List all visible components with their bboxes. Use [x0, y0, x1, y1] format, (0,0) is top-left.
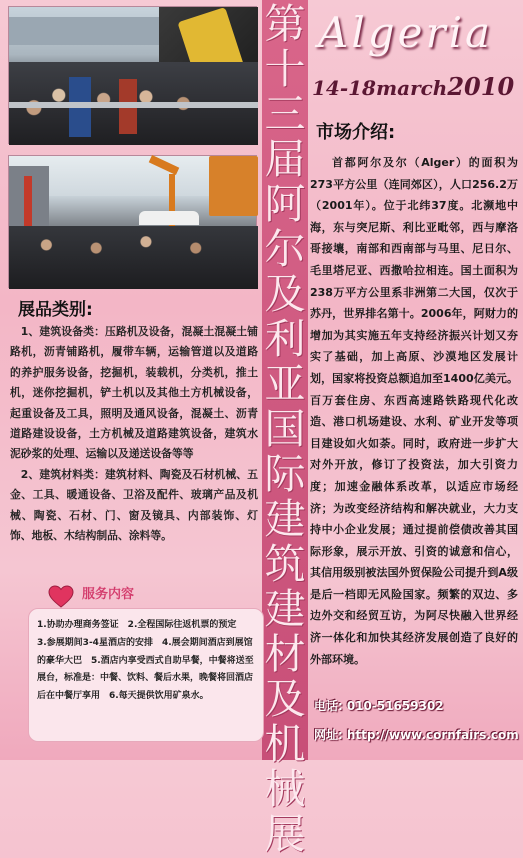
exhibition-title: 第十三届阿尔及利亚国际建筑建材及机械展: [264, 0, 306, 858]
exhibition-grounds-photo: [8, 155, 257, 288]
category-item: 1、建筑设备类：压路机及设备，混凝土混凝土铺路机，沥青铺路机，履带车辆，运输管道以及道路的养护服务设备，挖掘机，装载机，分类机，推土机，迷你挖掘机，铲土机以及其他土方机械设备，起重设备及工具，照明及通风设备，混凝土、沥青道路建设设备，土方机械及道路建筑设备，建筑水泥砂浆的处理、运输以及递送设备等等: [10, 325, 258, 461]
categories-list: [10, 322, 258, 546]
market-heading: 市场介绍:: [316, 122, 396, 143]
website-line: [314, 726, 519, 743]
category-item: 2、建筑材料类：建筑材料、陶瓷及石材机械、五金、工具、暖通设备、卫浴及配件、玻璃产品及机械、陶瓷、石材、门、窗及镜具、内部装饰、灯饰、地板、木结构制品、涂料等。: [10, 467, 258, 543]
banner-title: Algeria: [318, 8, 494, 57]
vertical-title-strip: [262, 0, 308, 858]
phone-number: 010-51659302: [346, 699, 444, 713]
banner-dates: 14-18march: [312, 76, 448, 100]
services-box: [28, 608, 264, 742]
website-url: http://www.cornfairs.com: [346, 728, 519, 742]
services-list: 1.协助办理商务签证 2.全程国际往返机票的预定 3.参展期间3-4星酒店的安排 4.展会期间酒店到展馆的豪华大巴 5.酒店内享受西式自助早餐，中餐将送至展台，标准是：中餐、饮料、餐后水果，晚餐将回酒店后在中餐厅享用 6.每天提供饮用矿泉水。: [37, 620, 254, 702]
phone-line: [314, 697, 444, 714]
banner-date: [312, 72, 514, 101]
website-label: 网址:: [314, 728, 343, 742]
market-body: 首都阿尔及尔（Alger）的面积为273平方公里（连同郊区），人口256.2万（2001年）。位于北纬37度。北濒地中海，东与突尼斯、利比亚毗邻，西与摩洛哥接壤，南部和西南部与马里、尼日尔、毛里塔尼亚、西撒哈拉相连。国土面积为238万平方公里系非洲第二大国，仅次于苏丹，世界排名第十。2006年，阿财力的增加为其实施五年支持经济振兴计划又夯实了基础，加上高原、沙漠地区发展计划，国家将投资总额追加至1400亿美元。百万套住房、东西高速路铁路现代化改造、港口机场建设、水利、矿业开发等项目建设如火如荼。同时，政府进一步扩大对外开放，修订了投资法，加大引资力度；加速金融体系改革，以适应市场经济；为改变经济结构和解决就业，大力支持中小企业发展；通过提前偿债改善其国际形象，展示开放、引资的诚意和信心，其信用级别被法国外贸保险公司提升到A级是后一档即无风险国家。频繁的双边、多边外交和经贸互访，为阿尽快融入世界经济一体化和加快其经济发展创造了良好的外部环境。: [310, 156, 518, 666]
heart-icon: [48, 585, 74, 609]
exhibition-crowd-photo: [8, 6, 257, 144]
banner-year: 2010: [447, 72, 515, 101]
phone-label: 电话:: [314, 699, 343, 713]
categories-heading: 展品类别:: [18, 300, 93, 320]
services-heading: 服务内容: [82, 587, 135, 602]
